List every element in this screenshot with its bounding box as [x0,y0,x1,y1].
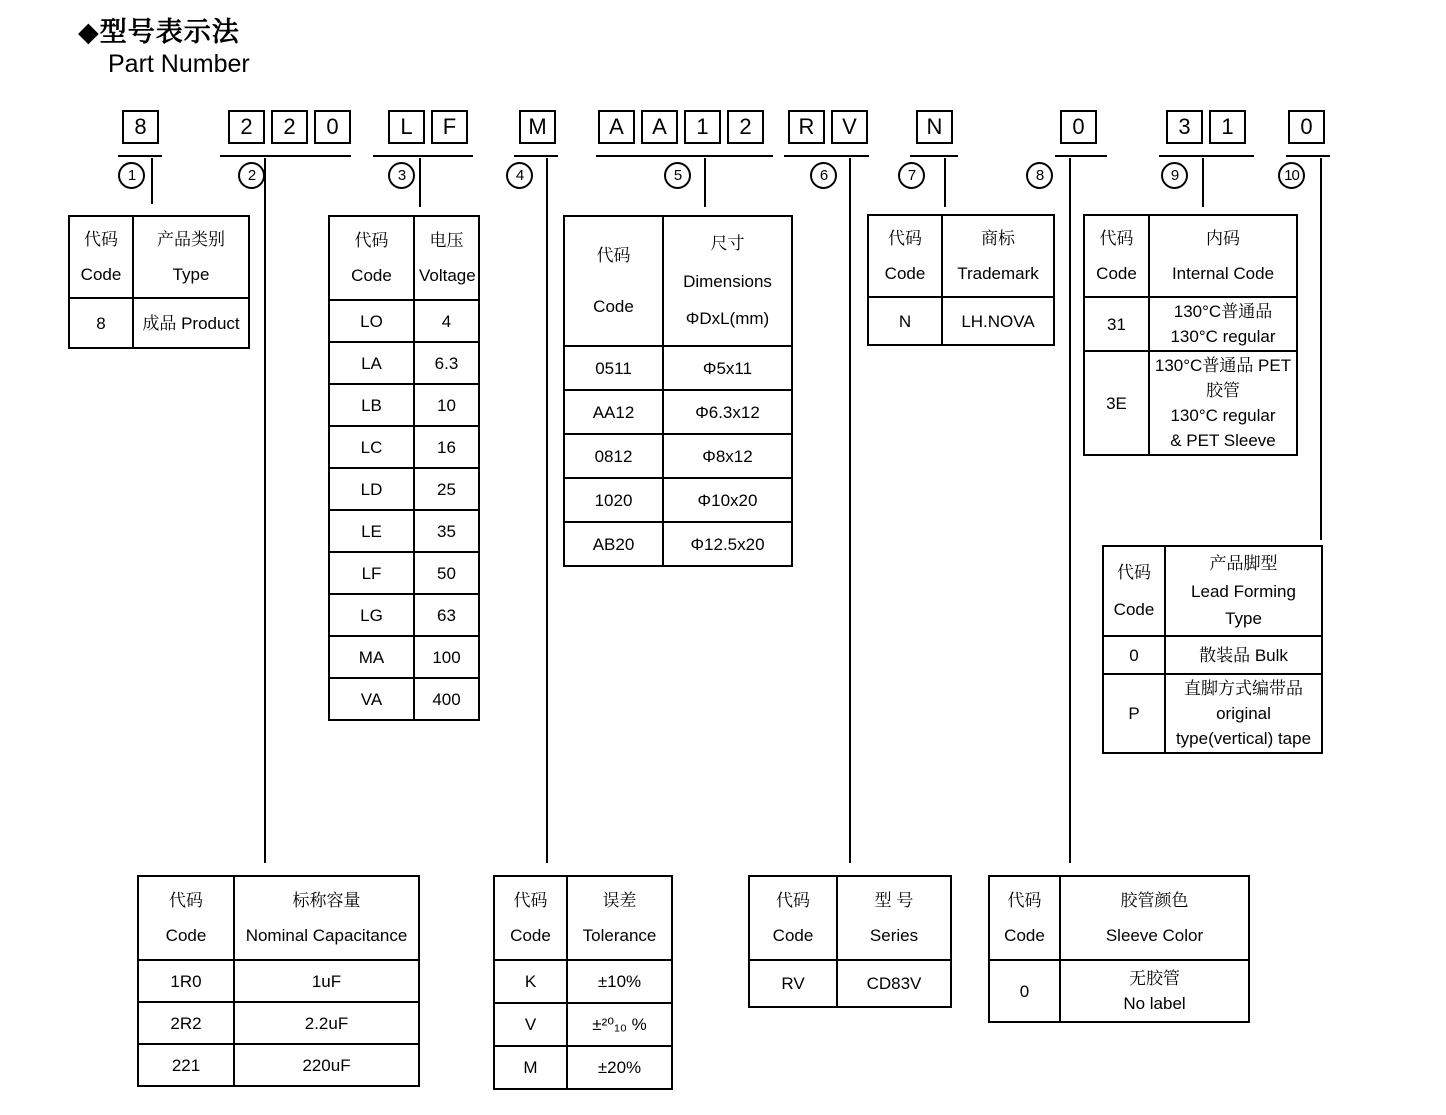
voltage-cell: LG [329,594,414,636]
part-number-char-box: 8 [122,110,159,144]
connector-line [849,158,851,863]
voltage-cell: 10 [414,384,479,426]
group-marker: 7 [898,162,925,189]
part-number-char-box: F [431,110,468,144]
voltage-cell: 16 [414,426,479,468]
capacitance-cell: 1uF [234,960,419,1002]
dimensions-cell: Φ6.3x12 [663,390,792,434]
dimensions-cell: 0812 [564,434,663,478]
product-type-table [68,215,250,349]
part-number-char-box: 2 [727,110,764,144]
voltage-cell: 400 [414,678,479,720]
group-underline [514,155,558,157]
dimensions-cell: AA12 [564,390,663,434]
voltage-header-cell: 电压 Voltage [414,216,479,300]
product_type-header-cell: 产品类别 Type [133,216,249,298]
lead_forming-header-cell: 产品脚型 Lead Forming Type [1165,546,1322,636]
part-number-char-box: 3 [1166,110,1203,144]
group-underline [910,155,958,157]
internal_code-cell: 130°C普通品 130°C regular [1149,297,1297,351]
connector-line [1069,158,1071,863]
part-number-char-box: 0 [1060,110,1097,144]
dimensions-cell: Φ10x20 [663,478,792,522]
tolerance-cell: ±20% [567,1046,672,1089]
part-number-char-box: A [641,110,678,144]
voltage-cell: 4 [414,300,479,342]
tolerance-cell: ±10% [567,960,672,1003]
internal_code-cell: 31 [1084,297,1149,351]
product_type-cell: 8 [69,298,133,348]
connector-line [944,158,946,207]
group-marker: 4 [506,162,533,189]
group-marker: 9 [1161,162,1188,189]
dimensions-header-cell: 代码 Code [564,216,663,346]
connector-line [1202,158,1204,207]
voltage-cell: LB [329,384,414,426]
sleeve_color-cell: 0 [989,960,1060,1022]
product_type-cell: 成品 Product [133,298,249,348]
capacitance-header-cell: 标称容量 Nominal Capacitance [234,876,419,960]
voltage-cell: 35 [414,510,479,552]
voltage-cell: 63 [414,594,479,636]
tolerance-table [493,875,673,1090]
voltage-cell: LD [329,468,414,510]
dimensions-cell: AB20 [564,522,663,566]
capacitance-cell: 2.2uF [234,1002,419,1044]
sleeve_color-header-cell: 代码 Code [989,876,1060,960]
connector-line [1320,158,1322,540]
series-header-cell: 代码 Code [749,876,837,960]
group-underline [1055,155,1107,157]
trademark-header-cell: 商标 Trademark [942,215,1054,297]
connector-line [546,158,548,863]
internal-code-table [1083,214,1298,456]
lead_forming-header-cell: 代码 Code [1103,546,1165,636]
voltage-header-cell: 代码 Code [329,216,414,300]
voltage-cell: VA [329,678,414,720]
dimensions-cell: Φ5x11 [663,346,792,390]
group-marker: 10 [1278,162,1305,189]
tolerance-cell: ±²⁰₁₀ % [567,1003,672,1046]
voltage-cell: LE [329,510,414,552]
dimensions-cell: Φ12.5x20 [663,522,792,566]
dimensions-cell: 1020 [564,478,663,522]
voltage-cell: MA [329,636,414,678]
group-marker: 1 [118,162,145,189]
lead_forming-cell: 散装品 Bulk [1165,636,1322,674]
sleeve_color-cell: 无胶管 No label [1060,960,1249,1022]
voltage-cell: LF [329,552,414,594]
lead_forming-cell: 直脚方式编带品 original type(vertical) tape [1165,674,1322,753]
voltage-table [328,215,480,721]
part-number-char-box: M [519,110,556,144]
page-subtitle: Part Number [108,50,250,78]
series-header-cell: 型 号 Series [837,876,951,960]
group-marker: 2 [238,162,265,189]
page-title: ◆型号表示法 [78,17,240,47]
group-marker: 8 [1026,162,1053,189]
dimensions-table [563,215,793,567]
capacitance-cell: 2R2 [138,1002,234,1044]
part-number-char-box: 2 [271,110,308,144]
product_type-header-cell: 代码 Code [69,216,133,298]
voltage-cell: 50 [414,552,479,594]
lead_forming-cell: P [1103,674,1165,753]
tolerance-cell: V [494,1003,567,1046]
tolerance-cell: M [494,1046,567,1089]
connector-line [704,158,706,207]
capacitance-header-cell: 代码 Code [138,876,234,960]
part-number-char-box: 0 [1288,110,1325,144]
series-cell: CD83V [837,960,951,1007]
tolerance-header-cell: 误差 Tolerance [567,876,672,960]
connector-line [419,158,421,207]
lead_forming-cell: 0 [1103,636,1165,674]
group-underline [220,155,351,157]
dimensions-header-cell: 尺寸 Dimensions ΦDxL(mm) [663,216,792,346]
part-number-char-box: 1 [1209,110,1246,144]
group-underline [373,155,473,157]
capacitance-cell: 1R0 [138,960,234,1002]
part-number-char-box: 2 [228,110,265,144]
part-number-char-box: 1 [684,110,721,144]
part-number-char-box: A [598,110,635,144]
internal_code-header-cell: 内码 Internal Code [1149,215,1297,297]
group-marker: 3 [388,162,415,189]
group-underline [118,155,162,157]
sleeve_color-header-cell: 胶管颜色 Sleeve Color [1060,876,1249,960]
group-underline [1159,155,1254,157]
group-underline [1286,155,1330,157]
internal_code-header-cell: 代码 Code [1084,215,1149,297]
trademark-header-cell: 代码 Code [868,215,942,297]
internal_code-cell: 3E [1084,351,1149,455]
trademark-cell: N [868,297,942,345]
sleeve-color-table [988,875,1250,1023]
voltage-cell: LA [329,342,414,384]
tolerance-header-cell: 代码 Code [494,876,567,960]
voltage-cell: LO [329,300,414,342]
series-table [748,875,952,1008]
tolerance-cell: K [494,960,567,1003]
trademark-cell: LH.NOVA [942,297,1054,345]
lead-forming-table [1102,545,1323,754]
part-number-char-box: L [388,110,425,144]
capacitance-cell: 220uF [234,1044,419,1086]
dimensions-cell: 0511 [564,346,663,390]
dimensions-cell: Φ8x12 [663,434,792,478]
connector-line [151,158,153,204]
part-number-char-box: R [788,110,825,144]
capacitance-table [137,875,420,1087]
series-cell: RV [749,960,837,1007]
part-number-char-box: V [831,110,868,144]
group-underline [596,155,773,157]
connector-line [264,158,266,863]
voltage-cell: 25 [414,468,479,510]
voltage-cell: 100 [414,636,479,678]
voltage-cell: LC [329,426,414,468]
capacitance-cell: 221 [138,1044,234,1086]
group-marker: 6 [810,162,837,189]
group-marker: 5 [664,162,691,189]
part-number-char-box: N [916,110,953,144]
part-number-char-box: 0 [314,110,351,144]
voltage-cell: 6.3 [414,342,479,384]
internal_code-cell: 130°C普通品 PET 胶管 130°C regular & PET Sleeve [1149,351,1297,455]
group-underline [784,155,869,157]
trademark-table [867,214,1055,346]
